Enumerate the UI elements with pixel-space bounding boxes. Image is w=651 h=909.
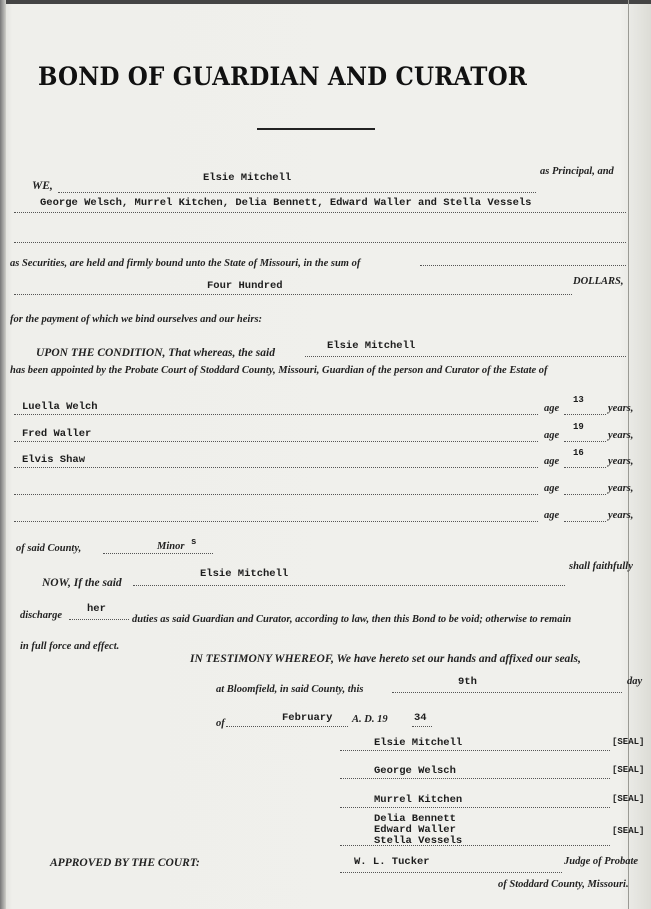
minor-age: 13: [573, 395, 584, 405]
judge-name: W. L. Tucker: [354, 856, 430, 868]
age-label: age: [544, 430, 560, 441]
age-line: [564, 467, 606, 468]
securities-text: as Securities, are held and firmly bound unto the State of Missouri, in the sum of: [10, 258, 361, 269]
minor-name: Luella Welch: [22, 401, 98, 413]
payment-text: for the payment of which we bind ourselves and our heirs:: [10, 314, 263, 325]
securities-names: George Welsch, Murrel Kitchen, Delia Bennett, Edward Waller and Stella Vessels: [40, 197, 532, 209]
minor-name-line: [14, 521, 538, 522]
age-line: [564, 494, 606, 495]
signature-line: [340, 778, 610, 779]
signature-block-line-rule: [340, 845, 610, 846]
years-label: years,: [608, 483, 634, 494]
judge-county: of Stoddard County, Missouri.: [498, 879, 629, 890]
years-label: years,: [608, 403, 634, 414]
ad-label: A. D. 19: [352, 714, 388, 725]
bloomfield-text: at Bloomfield, in said County, this: [216, 684, 364, 695]
as-principal-label: as Principal, and: [540, 166, 614, 177]
now-name: Elsie Mitchell: [200, 568, 289, 580]
years-label: years,: [608, 430, 634, 441]
now-text: NOW, If the said: [42, 577, 122, 589]
sum-line: [14, 294, 572, 295]
day-line: [392, 692, 622, 693]
age-line: [564, 414, 606, 415]
minor-suffix: s: [191, 537, 197, 547]
signature-block-line: Delia Bennett: [374, 813, 456, 825]
duties-text: duties as said Guardian and Curator, according to law, then this Bond to be void; otherwise to remain: [132, 614, 572, 625]
appointed-text: has been appointed by the Probate Court of Stoddard County, Missouri, Guardian of the person and Curator of the Estate of: [10, 365, 548, 376]
approved-text: APPROVED BY THE COURT:: [50, 857, 200, 869]
principal-name: Elsie Mitchell: [203, 172, 292, 184]
top-border: [0, 0, 651, 4]
minor-name: Elvis Shaw: [22, 454, 86, 466]
sum-words: Four Hundred: [207, 280, 283, 292]
seal-label: [SEAL]: [612, 765, 645, 775]
year-line: [412, 726, 432, 727]
minor-name-line: [14, 414, 538, 415]
signature-line: [340, 750, 610, 751]
left-edge: [0, 0, 6, 909]
month-value: February: [282, 712, 333, 724]
minor-age: 19: [573, 422, 584, 432]
discharge-label: discharge: [20, 610, 62, 621]
seal-label: [SEAL]: [612, 826, 645, 836]
age-label: age: [544, 483, 560, 494]
minor-name: Fred Waller: [22, 428, 92, 440]
minor-label: Minor: [157, 541, 185, 552]
signature-name: George Welsch: [374, 765, 456, 777]
minor-line: [103, 553, 213, 554]
age-line: [564, 441, 606, 442]
faithfully-text: shall faithfully: [569, 561, 633, 572]
minor-name-line: [14, 441, 538, 442]
pronoun-line: [69, 619, 129, 620]
years-label: years,: [608, 456, 634, 467]
now-line: [133, 585, 565, 586]
blank-line: [14, 242, 626, 243]
title-underline: [257, 128, 375, 130]
force-text: in full force and effect.: [20, 641, 120, 652]
seal-label: [SEAL]: [612, 794, 645, 804]
pronoun: her: [87, 603, 106, 615]
day-label: day: [627, 676, 643, 687]
month-line: [226, 726, 348, 727]
age-label: age: [544, 403, 560, 414]
testimony-text: IN TESTIMONY WHEREOF, We have hereto set our hands and affixed our seals,: [190, 653, 581, 665]
age-label: age: [544, 456, 560, 467]
condition-text: UPON THE CONDITION, That whereas, the said: [36, 347, 275, 359]
securities-names-line: [14, 212, 626, 213]
we-label: WE,: [32, 180, 53, 192]
county-text: of said County,: [16, 543, 82, 554]
signature-block: [374, 814, 462, 847]
judge-title: Judge of Probate: [564, 856, 639, 867]
dollars-label: DOLLARS,: [573, 276, 624, 287]
judge-line: [340, 872, 562, 873]
day-value: 9th: [458, 676, 477, 688]
years-label: years,: [608, 510, 634, 521]
minor-name-line: [14, 494, 538, 495]
of-label: of: [216, 718, 225, 729]
signature-line: [340, 807, 610, 808]
minor-age: 16: [573, 448, 584, 458]
seal-label: [SEAL]: [612, 737, 645, 747]
sum-line-end: [420, 265, 626, 266]
signature-name: Murrel Kitchen: [374, 794, 463, 806]
minor-name-line: [14, 467, 538, 468]
condition-name: Elsie Mitchell: [327, 340, 416, 352]
condition-line: [305, 356, 626, 357]
year-value: 34: [414, 712, 427, 724]
age-line: [564, 521, 606, 522]
signature-block-line: Stella Vessels: [374, 835, 463, 847]
age-label: age: [544, 510, 560, 521]
signature-name: Elsie Mitchell: [374, 737, 463, 749]
principal-line: [58, 192, 536, 193]
document-title: BOND OF GUARDIAN AND CURATOR: [38, 62, 528, 91]
signature-block-line: Edward Waller: [374, 824, 456, 836]
